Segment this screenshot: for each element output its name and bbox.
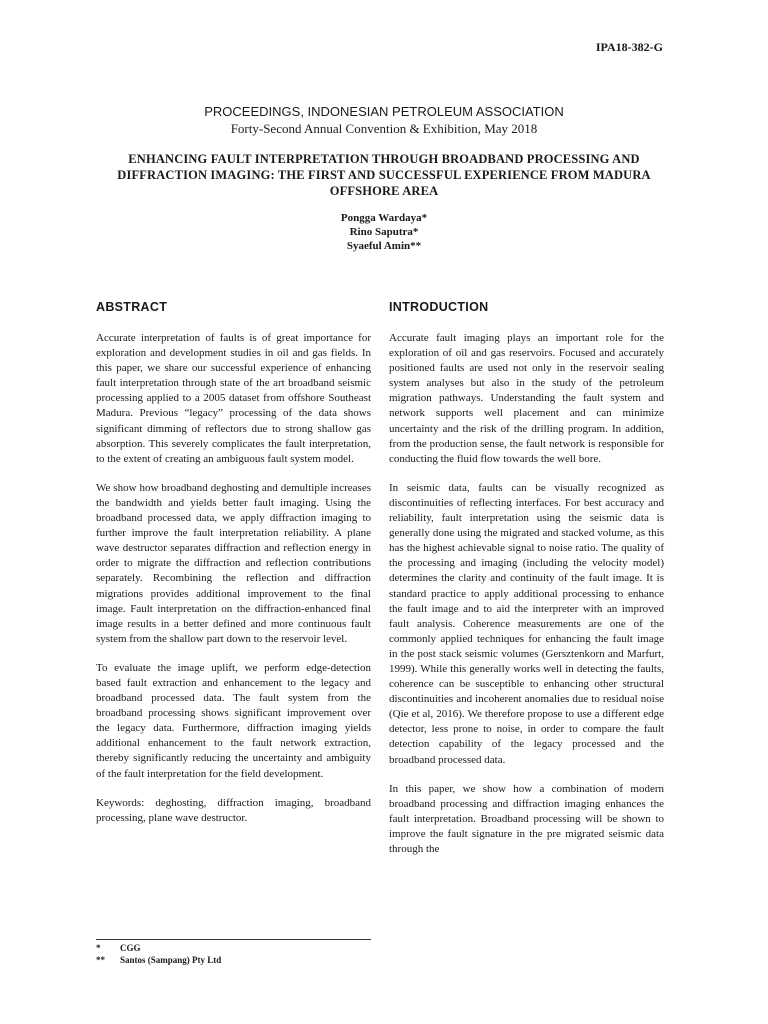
footnote-text: CGG [120,943,141,953]
footnotes [96,939,371,966]
author: Pongga Wardaya* [340,212,428,224]
footnote-divider [96,939,371,940]
footnote [96,943,371,955]
abstract-column [96,300,371,840]
author: Syaeful Amin** [346,240,422,252]
introduction-paragraph: In this paper, we show how a combination of modern broadband processing and diffraction imaging enhances the fault interpretation. Broadband processing will be shown to improve the fault signature in the pre migrated seismic data through the [389,782,664,855]
introduction-heading: INTRODUCTION [389,300,489,314]
author-list [0,211,768,253]
proceedings-header [0,103,768,137]
abstract-paragraph: We show how broadband deghosting and demultiple increases the bandwidth and yields better fault imaging. Using the broadband processed data, we apply diffraction imaging to further improve the fault interpretation reliability. A plane wave destructor separates diffraction and reflection energy in order to migrate the diffraction and reflection contributions separately. Recombining the reflection and diffraction migrations provides additional improvement to the final image. Fault interpretation on the diffraction-enhanced final image results in a better defined and more continuous fault system from the shallow part down to the reservoir level. [96,481,371,645]
conference-name: Forty-Second Annual Convention & Exhibition, May 2018 [230,121,538,136]
footnote [96,955,371,967]
footnote-mark: ** [96,954,105,965]
footnote-mark: * [96,943,101,953]
author: Rino Saputra* [349,226,419,238]
document-id: IPA18-382-G [595,40,663,54]
abstract-paragraph: To evaluate the image uplift, we perform edge-detection based fault extraction and enhancement to the legacy and broadband processed data. The fault system from the broadband processing shows significant improvement over the legacy data. Furthermore, diffraction imaging yields additional enhancement to the fault network extraction, thereby significantly reducing the uncertainty and ambiguity of the fault interpretation for the field development. [96,661,371,780]
introduction-paragraph: In seismic data, faults can be visually recognized as discontinuities of reflecting interfaces. For best accuracy and reliability, fault interpretation using the seismic data is generally done using the migrated and stacked volume, as this has the highest achievable signal to noise ratio. The quality of the processing and imaging (including the velocity model) determines the clarity and continuity of the fault image. It is standard practice to apply additional processing to enhance the fault image and to aid the interpreter with an improved fault analysis. Coherence measurements are one of the commonly applied techniques for enhancing the fault image in the post stack seismic volumes (Gersztenkorn and Marfurt, 1999). While this generally works well in detecting the faults, coherence can be susceptible to enhancing other structural discontinuities and incoherent anomalies due to residual noise (Qie et al, 2016). We therefore propose to use a different edge detector, less prone to noise, in order to compare the fault detection capability of the legacy processed and the broadband processed data. [389,481,664,766]
introduction-paragraph: Accurate fault imaging plays an important role for the exploration of oil and gas reservoirs. Focused and accurately positioned faults are used not only in the reservoir sealing system analyses but also in the study of the petroleum migration pathways. Understanding the fault system and network supports well placement and can minimize uncertainty and the risk of the drilling program. In addition, from the production sense, the fault network is responsible for conducting the fluid flow towards the well bore. [389,332,664,465]
keywords: Keywords: deghosting, diffraction imaging, broadband processing, plane wave destructor. [96,796,371,824]
introduction-column [389,300,664,871]
paper-title: ENHANCING FAULT INTERPRETATION THROUGH BROADBAND PROCESSING AND DIFFRACTION IMAGING: THE FIRST AND SUCCESSFUL EXPERIENCE FROM MADURA OFFSHORE AREA [117,152,651,198]
organization-name: PROCEEDINGS, INDONESIAN PETROLEUM ASSOCIATION [204,104,564,119]
abstract-heading: ABSTRACT [96,300,168,314]
footnote-text: Santos (Sampang) Pty Ltd [120,954,222,965]
abstract-paragraph: Accurate interpretation of faults is of great importance for exploration and development studies in oil and gas fields. In this paper, we share our successful experience of enhancing fault interpretation through state of the art broadband seismic processing applied to a 2005 dataset from offshore Southeast Madura. Previous “legacy” processing of the data shows significant dimming of reflectors due to strong shallow gas absorption. This severely complicates the fault interpretation, to the extent of creating an ambiguous fault system model. [96,332,371,465]
